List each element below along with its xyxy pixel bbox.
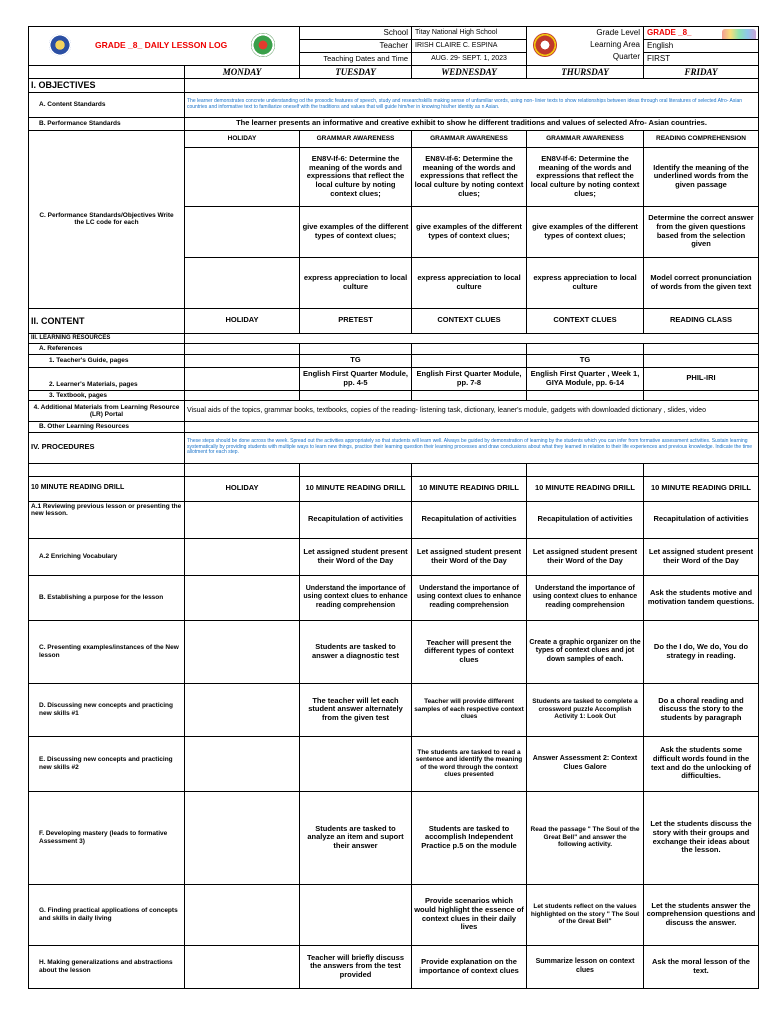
textbook-blank-4 [527, 390, 644, 400]
resources-heading-row [29, 333, 759, 343]
other-resources-blank [185, 422, 759, 432]
teacher-value: IRISH CLAIRE C. ESPINA [412, 40, 527, 53]
procedure-row [29, 945, 759, 988]
header-row-school [29, 27, 759, 40]
content-title: II. CONTENT [29, 308, 185, 333]
references-blank-2 [300, 343, 412, 354]
other-resources-row [29, 422, 759, 432]
procedure-cell: Summarize lesson on context clues [527, 945, 644, 988]
area-value: English [644, 40, 759, 53]
objective-3-tuesday: express appreciation to local culture [300, 257, 412, 308]
procedure-label: H. Making generalizations and abstractions about the lesson [29, 945, 185, 988]
procedure-cell: Students are tasked to complete a crossword puzzle Accomplish Activity 1: Look Out [527, 683, 644, 736]
procedure-label: C. Presenting examples/instances of the New lesson [29, 620, 185, 683]
procedure-row [29, 620, 759, 683]
references-blank-1 [185, 343, 300, 354]
content-standards-label: A. Content Standards [29, 92, 185, 117]
objective-2-thursday: give examples of the different types of context clues; [527, 206, 644, 257]
content-standards-text: The learner demonstrates concrete understanding od the prosodic features of speech, study and researchskills making sense of unfamiliar words, using non- linier texts to show relationships between ideas through oral literatures of selected Afro- Asian countries and informative text to familiarize oneself with the traditions and values that will guide him/her in knowing his/her identity as n Asian. [185, 92, 759, 117]
content-standards-row [29, 92, 759, 117]
procedure-cell: Provide explanation on the importance of context clues [412, 945, 527, 988]
procedure-cell: Recapitulation of activities [644, 501, 759, 538]
procedure-cell: 10 MINUTE READING DRILL [412, 476, 527, 501]
procedure-cell: Students are tasked to accomplish Independent Practice p.5 on the module [412, 791, 527, 884]
procedure-cell [300, 736, 412, 791]
procedure-cell: HOLIDAY [185, 476, 300, 501]
content-wednesday: CONTEXT CLUES [412, 308, 527, 333]
daily-lesson-log [28, 26, 758, 989]
procedure-cell: Let the students discuss the story with their groups and exchange their ideas about the lesson. [644, 791, 759, 884]
procedure-cell: Create a graphic organizer on the types of context clues and jot down samples of each. [527, 620, 644, 683]
grade-text: GRADE _8_ [647, 28, 692, 38]
objective-2-monday [185, 206, 300, 257]
procedure-cell: 10 MINUTE READING DRILL [644, 476, 759, 501]
procedure-cell: 10 MINUTE READING DRILL [300, 476, 412, 501]
spacer-4 [527, 463, 644, 476]
division-seal-icon [533, 33, 557, 57]
objective-2-friday: Determine the correct answer from the given questions based from the selection given [644, 206, 759, 257]
focus-friday: READING COMPREHENSION [644, 130, 759, 147]
procedure-row [29, 575, 759, 620]
grade-seal-cell [527, 27, 644, 66]
lm-friday: PHIL-IRI [644, 367, 759, 390]
procedure-cell: Do a choral reading and discuss the story to the students by paragraph [644, 683, 759, 736]
lm-wednesday: English First Quarter Module, pp. 7-8 [412, 367, 527, 390]
objectives-heading-blank [185, 79, 759, 92]
resources-title: III. LEARNING RESOURCES [29, 333, 185, 343]
grade-value [644, 27, 759, 40]
school-label: School [300, 27, 412, 40]
deped-seal-icon [49, 34, 71, 56]
procedure-cell: Let assigned student present their Word of the Day [412, 538, 527, 575]
textbook-blank-2 [300, 390, 412, 400]
objectives-title: I. OBJECTIVES [29, 79, 185, 92]
quarter-label: Quarter [612, 52, 640, 61]
lm-thursday: English First Quarter , Week 1, GIYA Module, pp. 6-14 [527, 367, 644, 390]
procedure-cell: Ask the students some difficult words found in the text and do the unlocking of difficulties. [644, 736, 759, 791]
tg-monday [185, 354, 300, 367]
procedure-cell: Understand the importance of using context clues to enhance reading comprehension [412, 575, 527, 620]
procedure-cell: Recapitulation of activities [412, 501, 527, 538]
school-value: Titay National High School [412, 27, 527, 40]
spacer-3 [412, 463, 527, 476]
day-friday: FRIDAY [644, 66, 759, 79]
procedure-row [29, 884, 759, 945]
tg-thursday: TG [527, 354, 644, 367]
other-resources-label: B. Other Learning Resources [29, 422, 185, 432]
procedure-cell: The teacher will let each student answer alternately from the given test [300, 683, 412, 736]
procedures-heading-row [29, 432, 759, 463]
objective-3-friday: Model correct pronunciation of words from the given text [644, 257, 759, 308]
procedure-cell: Let the students answer the comprehension questions and discuss the answer. [644, 884, 759, 945]
day-header-row [29, 66, 759, 79]
learners-materials-row [29, 367, 759, 390]
procedure-cell: Recapitulation of activities [300, 501, 412, 538]
procedure-cell: Ask the moral lesson of the text. [644, 945, 759, 988]
textbook-blank-1 [185, 390, 300, 400]
tg-wednesday [412, 354, 527, 367]
focus-thursday: GRAMMAR AWARENESS [527, 130, 644, 147]
procedure-row [29, 736, 759, 791]
procedure-label: B. Establishing a purpose for the lesson [29, 575, 185, 620]
procedure-cell [185, 683, 300, 736]
objective-3-wednesday: express appreciation to local culture [412, 257, 527, 308]
procedure-cell [185, 501, 300, 538]
procedure-label: 10 MINUTE READING DRILL [29, 476, 185, 501]
references-blank-5 [644, 343, 759, 354]
procedure-row [29, 476, 759, 501]
lesson-log-table [28, 26, 759, 989]
procedure-cell [185, 791, 300, 884]
procedure-cell: Ask the students motive and motivation tandem questions. [644, 575, 759, 620]
lm-tuesday: English First Quarter Module, pp. 4-5 [300, 367, 412, 390]
content-tuesday: PRETEST [300, 308, 412, 333]
learners-materials-label: 2. Learner's Materials, pages [29, 367, 185, 390]
performance-standards-row [29, 117, 759, 130]
procedure-cell: Provide scenarios which would highlight the essence of context clues in their daily lives [412, 884, 527, 945]
focus-wednesday: GRAMMAR AWARENESS [412, 130, 527, 147]
procedure-cell: Do the I do, We do, You do strategy in reading. [644, 620, 759, 683]
content-row [29, 308, 759, 333]
objective-2-tuesday: give examples of the different types of context clues; [300, 206, 412, 257]
objective-1-wednesday: EN8V-If-6: Determine the meaning of the words and expressions that reflect the local culture by noting context clues; [412, 147, 527, 206]
day-header-blank [29, 66, 185, 79]
grade-label: Grade Level [596, 28, 640, 37]
quarter-value: FIRST [644, 53, 759, 66]
procedure-label: E. Discussing new concepts and practicing new skills #2 [29, 736, 185, 791]
procedure-row [29, 791, 759, 884]
objective-2-wednesday: give examples of the different types of context clues; [412, 206, 527, 257]
lm-monday [185, 367, 300, 390]
objective-1-thursday: EN8V-If-6: Determine the meaning of the words and expressions that reflect the local culture by noting context clues; [527, 147, 644, 206]
procedure-cell: Teacher will present the different types of context clues [412, 620, 527, 683]
procedure-cell: Understand the importance of using context clues to enhance reading comprehension [300, 575, 412, 620]
procedure-cell [185, 620, 300, 683]
dates-value: AUG. 29- SEPT. 1, 2023 [412, 53, 527, 66]
objective-1-tuesday: EN8V-If-6: Determine the meaning of the words and expressions that reflect the local culture by noting context clues; [300, 147, 412, 206]
objective-1-monday [185, 147, 300, 206]
additional-materials-label: 4. Additional Materials from Learning Resource (LR) Portal [29, 401, 185, 422]
spacer-1 [185, 463, 300, 476]
dates-label: Teaching Dates and Time [300, 53, 412, 66]
procedure-cell [300, 884, 412, 945]
textbook-blank-5 [644, 390, 759, 400]
procedure-cell: Read the passage " The Soul of the Great Bell" and answer the following activity. [527, 791, 644, 884]
textbook-blank-3 [412, 390, 527, 400]
lc-label: C. Performance Standards/Objectives Write the LC code for each [29, 130, 185, 308]
procedure-cell: Let assigned student present their Word of the Day [527, 538, 644, 575]
lc-focus-row [29, 130, 759, 147]
teacher-label: Teacher [300, 40, 412, 53]
references-label: A. References [29, 343, 185, 354]
content-monday: HOLIDAY [185, 308, 300, 333]
procedure-cell: Students are tasked to answer a diagnostic test [300, 620, 412, 683]
spacer-label [29, 463, 185, 476]
procedure-label: A.2 Enriching Vocabulary [29, 538, 185, 575]
school-seal-icon [251, 33, 275, 57]
procedure-cell: Answer Assessment 2: Context Clues Galore [527, 736, 644, 791]
objective-1-friday: Identify the meaning of the underlined words from the given passage [644, 147, 759, 206]
procedure-cell: Teacher will briefly discuss the answers from the test provided [300, 945, 412, 988]
procedure-cell: 10 MINUTE READING DRILL [527, 476, 644, 501]
procedure-row [29, 501, 759, 538]
objective-3-monday [185, 257, 300, 308]
focus-tuesday: GRAMMAR AWARENESS [300, 130, 412, 147]
procedure-cell [185, 884, 300, 945]
procedure-cell: The students are tasked to read a sentence and identify the meaning of the word through the context clues presented [412, 736, 527, 791]
procedure-row [29, 683, 759, 736]
procedure-label: G. Finding practical applications of concepts and skills in daily living [29, 884, 185, 945]
procedure-cell: Teacher will provide different samples of each respective context clues [412, 683, 527, 736]
references-blank-3 [412, 343, 527, 354]
lesson-log-title: GRADE _8_ DAILY LESSON LOG [95, 40, 228, 50]
procedure-cell [185, 575, 300, 620]
resources-heading-blank [185, 333, 759, 343]
procedure-cell: Let students reflect on the values highlighted on the story " The Soul of the Great Bell" [527, 884, 644, 945]
spacer-5 [644, 463, 759, 476]
additional-materials-text: Visual aids of the topics, grammar books, textbooks, copies of the reading- listening task, dictionary, leaner's module, gadgets with downloaded dictionary , slides, video [185, 401, 759, 422]
teachers-guide-row [29, 354, 759, 367]
procedure-cell [185, 736, 300, 791]
references-row [29, 343, 759, 354]
tg-friday [644, 354, 759, 367]
performance-standards-label: B. Performance Standards [29, 117, 185, 130]
tg-tuesday: TG [300, 354, 412, 367]
day-monday: MONDAY [185, 66, 300, 79]
procedure-cell: Let assigned student present their Word of the Day [300, 538, 412, 575]
procedure-label: F. Developing mastery (leads to formative Assessment 3) [29, 791, 185, 884]
colorful-banner-icon [722, 29, 756, 40]
procedure-cell: Students are tasked to analyze an item and suport their answer [300, 791, 412, 884]
procedure-row [29, 538, 759, 575]
objective-3-thursday: express appreciation to local culture [527, 257, 644, 308]
procedure-label: D. Discussing new concepts and practicing new skills #1 [29, 683, 185, 736]
procedure-label: A.1 Reviewing previous lesson or presenting the new lesson. [29, 501, 185, 538]
day-wednesday: WEDNESDAY [412, 66, 527, 79]
objectives-heading-row [29, 79, 759, 92]
day-thursday: THURSDAY [527, 66, 644, 79]
procedure-cell: Let assigned student present their Word of the Day [644, 538, 759, 575]
references-blank-4 [527, 343, 644, 354]
additional-materials-row [29, 401, 759, 422]
focus-monday: HOLIDAY [185, 130, 300, 147]
day-tuesday: TUESDAY [300, 66, 412, 79]
area-label: Learning Area [590, 40, 640, 49]
procedures-note: These steps should be done across the week. Spread out the activities appropriately so that students will learn well. Always be guided by demonstration of learning by the students which you can infer from formative assessment activities. Sustain learning systematically by providing students with multiple ways to learn new things, practice their learning question their learning processes and draw conclusions about what they learned in relation to their life experiences and previous knowledge. Indicate the time allotment for each step. [185, 432, 759, 463]
content-thursday: CONTEXT CLUES [527, 308, 644, 333]
procedure-cell [185, 945, 300, 988]
textbook-label: 3. Textbook, pages [29, 390, 185, 400]
content-friday: READING CLASS [644, 308, 759, 333]
procedures-title: IV. PROCEDURES [29, 432, 185, 463]
textbook-row [29, 390, 759, 400]
spacer-2 [300, 463, 412, 476]
procedure-cell: Understand the importance of using context clues to enhance reading comprehension [527, 575, 644, 620]
performance-standards-text: The learner presents an informative and creative exhibit to show he different traditions and values of selected Afro- Asian countries. [185, 117, 759, 130]
procedure-cell: Recapitulation of activities [527, 501, 644, 538]
procedure-cell [185, 538, 300, 575]
teachers-guide-label: 1. Teacher's Guide, pages [29, 354, 185, 367]
procedures-spacer-row [29, 463, 759, 476]
header-title-cell [29, 27, 300, 66]
